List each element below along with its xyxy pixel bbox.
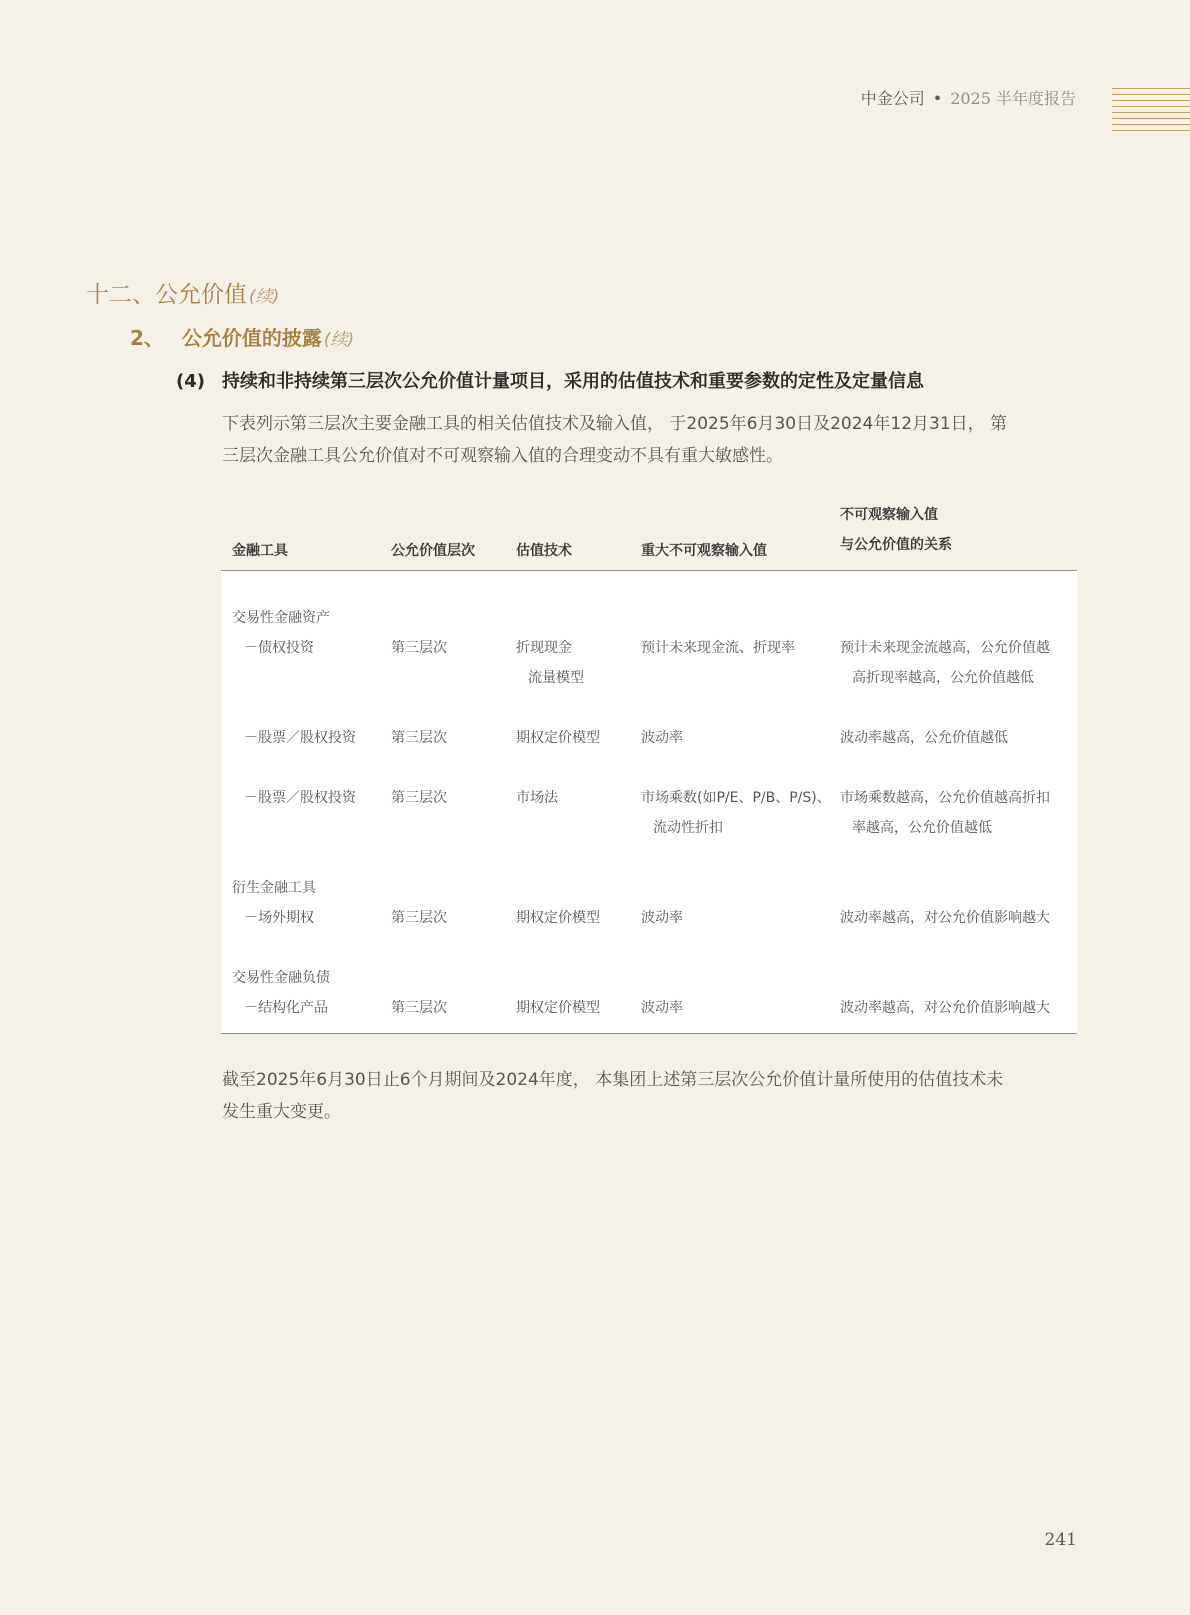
relation-line: 预计未来现金流越高，公允价值越: [840, 640, 1050, 656]
item-title: [176, 367, 924, 393]
header-relation: [840, 500, 952, 560]
row-relation: [840, 633, 1050, 693]
subsection-title-text: 公允价值的披露: [181, 326, 322, 350]
row-input: 波动率: [641, 1000, 683, 1016]
report-title: 2025 半年度报告: [950, 89, 1076, 108]
technique-line: 流量模型: [528, 670, 584, 686]
technique-line: 折现现金: [516, 640, 572, 656]
intro-line: 下表列示第三层次主要金融工具的相关估值技术及输入值， 于2025年6月30日及2024年12月31日， 第: [222, 414, 1008, 434]
table-body: [221, 571, 1077, 1034]
page-number: 241: [1044, 1530, 1077, 1550]
header-input: 重大不可观察输入值: [641, 543, 767, 559]
section-title: [86, 276, 279, 309]
row-level: 第三层次: [391, 1000, 447, 1016]
row-technique: 市场法: [516, 790, 558, 806]
header-instrument: 金融工具: [232, 543, 288, 559]
closing-line: 截至2025年6月30日止6个月期间及2024年度， 本集团上述第三层次公允价值计量所使用的估值技术未: [222, 1070, 1004, 1090]
section-title-text: 十二、公允价值: [86, 282, 247, 308]
subsection-number: 2、: [130, 326, 164, 350]
item-title-text: 持续和非持续第三层次公允价值计量项目，采用的估值技术和重要参数的定性及定量信息: [222, 371, 924, 392]
closing-line: 发生重大变更。: [222, 1102, 341, 1122]
header-level: 公允价值层次: [391, 543, 475, 559]
group-label: 交易性金融负债: [232, 970, 330, 986]
group-label: 交易性金融资产: [232, 610, 330, 626]
input-line: 流动性折扣: [653, 820, 723, 836]
company-name: 中金公司: [860, 89, 925, 108]
header-relation-line2: 与公允价值的关系: [840, 537, 952, 553]
table-header: [221, 502, 1077, 571]
subsection-continued: (续): [323, 330, 355, 350]
row-relation: 波动率越高，对公允价值影响越大: [840, 1000, 1050, 1016]
row-instrument: －债权投资: [244, 640, 314, 656]
header-separator: •: [932, 89, 943, 108]
row-level: 第三层次: [391, 730, 447, 746]
row-relation: 波动率越高，对公允价值影响越大: [840, 910, 1050, 926]
input-line: 市场乘数(如P/E、P/B、P/S)、: [641, 790, 831, 806]
row-instrument: －股票／股权投资: [244, 730, 356, 746]
item-number: (4): [176, 371, 205, 392]
row-level: 第三层次: [391, 790, 447, 806]
decorative-header-lines: [1112, 88, 1190, 136]
intro-paragraph: [222, 408, 1078, 472]
row-technique: 期权定价模型: [516, 730, 600, 746]
row-input: [641, 783, 831, 843]
intro-line: 三层次金融工具公允价值对不可观察输入值的合理变动不具有重大敏感性。: [222, 446, 783, 466]
row-relation: 波动率越高，公允价值越低: [840, 730, 1008, 746]
row-instrument: －股票／股权投资: [244, 790, 356, 806]
header-technique: 估值技术: [516, 543, 572, 559]
header-relation-line1: 不可观察输入值: [840, 507, 938, 523]
relation-line: 市场乘数越高，公允价值越高折扣: [840, 790, 1050, 806]
row-technique: 期权定价模型: [516, 1000, 600, 1016]
row-level: 第三层次: [391, 640, 447, 656]
running-header: [861, 86, 1076, 109]
row-input: 预计未来现金流、折现率: [641, 640, 795, 656]
row-relation: [840, 783, 1050, 843]
row-technique: [516, 633, 584, 693]
row-instrument: －场外期权: [244, 910, 314, 926]
relation-line: 高折现率越高，公允价值越低: [852, 670, 1034, 686]
valuation-table: [221, 502, 1077, 1034]
row-input: 波动率: [641, 730, 683, 746]
subsection-title: [130, 322, 354, 351]
closing-paragraph: [222, 1064, 1078, 1128]
group-label: 衍生金融工具: [232, 880, 316, 896]
row-input: 波动率: [641, 910, 683, 926]
row-technique: 期权定价模型: [516, 910, 600, 926]
row-level: 第三层次: [391, 910, 447, 926]
relation-line: 率越高，公允价值越低: [852, 820, 992, 836]
row-instrument: －结构化产品: [244, 1000, 328, 1016]
section-continued: (续): [249, 287, 280, 307]
